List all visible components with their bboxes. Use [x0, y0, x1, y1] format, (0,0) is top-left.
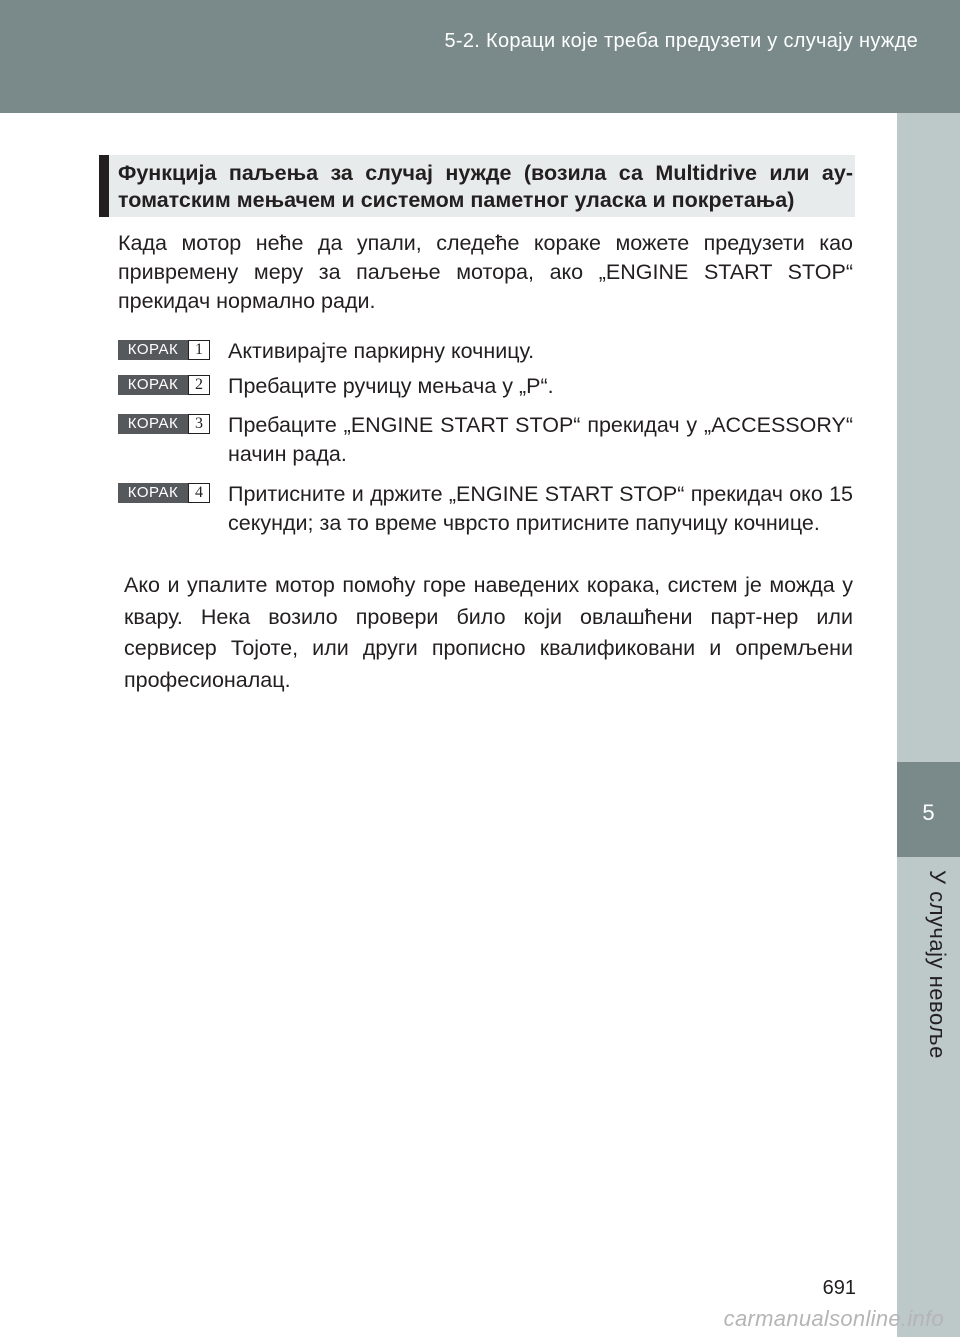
- page-header: [0, 0, 960, 113]
- step-badge-label: КОРАК: [118, 483, 188, 503]
- step-badge-label: КОРАК: [118, 414, 188, 434]
- chapter-sidebar: [897, 113, 960, 1337]
- page-number: 691: [822, 1277, 856, 1299]
- note-paragraph: Ако и упалите мотор помоћу горе наведених корака, систем је можда у квару. Нека возило провери било који овлашћени парт-нер или сервисер Тојоте, или други прописно квалификовани и опремљени професионалац.: [124, 573, 853, 692]
- step-text: Притисните и држите „ENGINE START STOP“ прекидач око 15 секунди; за то време чврсто притисните папучицу кочнице.: [228, 482, 853, 535]
- chapter-tab: [897, 762, 960, 857]
- section-title: Функција паљења за случај нужде (возила са Multidrive или ау-томатским мењачем и системом паметног уласка и покретања): [118, 161, 853, 212]
- step-badge: [118, 414, 210, 434]
- watermark: carmanualsonline.info: [723, 1306, 944, 1331]
- step-badge-number: 4: [188, 483, 210, 503]
- step-text: Пребаците „ENGINE START STOP“ прекидач у „ACCESSORY“ начин рада.: [228, 413, 853, 466]
- step-text: Активирајте паркирну кочницу.: [228, 339, 535, 363]
- step-badge-number: 3: [188, 414, 210, 434]
- step-badge-label: КОРАК: [118, 375, 188, 395]
- step-badge: [118, 340, 210, 360]
- header-title: 5-2. Кораци које треба предузети у случају нужде: [444, 30, 918, 52]
- step-badge: [118, 483, 210, 503]
- step-badge: [118, 375, 210, 395]
- step-badge-number: 1: [188, 340, 210, 360]
- chapter-number: 5: [922, 800, 935, 825]
- chapter-label: У случају невоље: [925, 870, 950, 1059]
- step-text: Пребаците ручицу мењача у „P“.: [228, 374, 554, 398]
- step-badge-number: 2: [188, 375, 210, 395]
- section-heading-bar: [99, 155, 109, 217]
- intro-paragraph: Када мотор неће да упали, следеће кораке можете предузети као привремену меру за паљење мотора, ако „ENGINE START STOP“ прекидач нормално ради.: [118, 231, 853, 313]
- step-badge-label: КОРАК: [118, 340, 188, 360]
